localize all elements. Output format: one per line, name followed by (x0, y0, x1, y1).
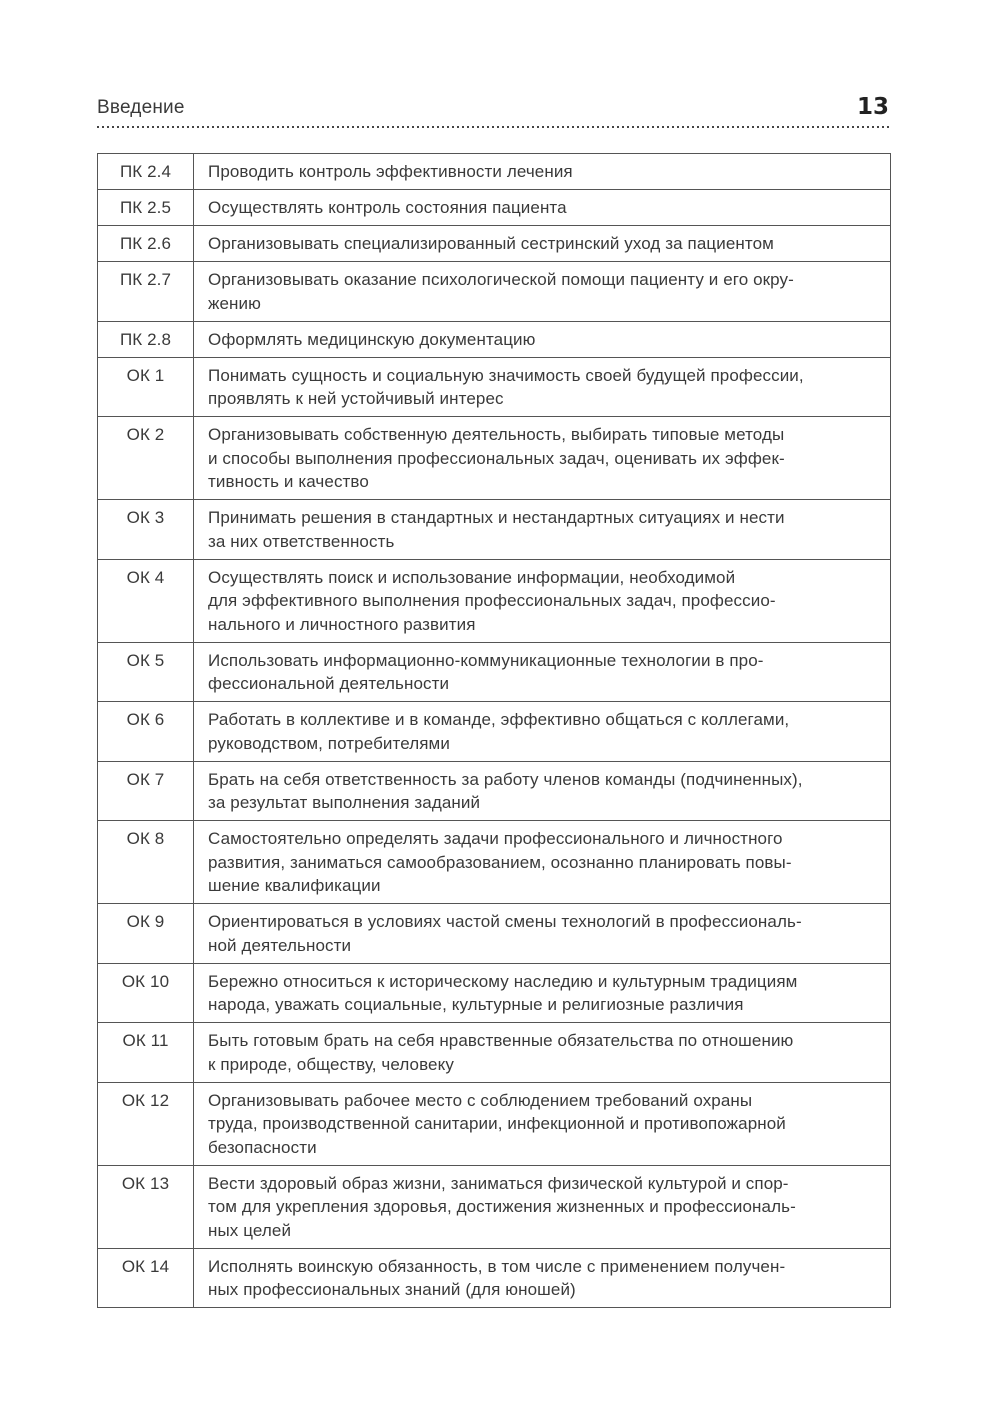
table-row (98, 190, 891, 226)
competency-description: Бережно относиться к историческому наследию и культурным традициям народа, уважать социальные, культурные и религиозные различия (194, 963, 891, 1023)
competency-description: Организовывать собственную деятельность, выбирать типовые методы и способы выполнения профессиональных задач, оценивать их эффек- тивность и качество (194, 417, 891, 500)
competency-code: ПК 2.6 (98, 226, 194, 262)
competency-code: ОК 5 (98, 642, 194, 702)
competency-code: ОК 9 (98, 904, 194, 964)
competency-code: ОК 1 (98, 357, 194, 417)
competency-code: ОК 8 (98, 821, 194, 904)
competency-table (97, 153, 891, 1308)
running-header-title: Введение (97, 97, 185, 118)
competency-code: ОК 7 (98, 761, 194, 821)
competency-table-body (98, 154, 891, 1308)
table-row (98, 702, 891, 762)
table-row (98, 1082, 891, 1165)
table-row (98, 1023, 891, 1083)
competency-description: Осуществлять поиск и использование информации, необходимой для эффективного выполнения профессиональных задач, профессио- нального и личностного развития (194, 559, 891, 642)
competency-description: Оформлять медицинскую документацию (194, 321, 891, 357)
competency-description: Исполнять воинскую обязанность, в том числе с применением получен- ных профессиональных знаний (для юношей) (194, 1248, 891, 1308)
competency-description: Понимать сущность и социальную значимость своей будущей профессии, проявлять к ней устойчивый интерес (194, 357, 891, 417)
competency-description: Самостоятельно определять задачи профессионального и личностного развития, заниматься самообразованием, осознанно планировать повы- шение квалификации (194, 821, 891, 904)
table-row (98, 1248, 891, 1308)
table-row (98, 904, 891, 964)
competency-description: Принимать решения в стандартных и нестандартных ситуациях и нести за них ответственность (194, 500, 891, 560)
competency-code: ОК 10 (98, 963, 194, 1023)
table-row (98, 761, 891, 821)
table-row (98, 226, 891, 262)
table-row (98, 417, 891, 500)
table-row (98, 963, 891, 1023)
competency-code: ОК 4 (98, 559, 194, 642)
table-row (98, 500, 891, 560)
competency-description: Осуществлять контроль состояния пациента (194, 190, 891, 226)
competency-description: Брать на себя ответственность за работу членов команды (подчиненных), за результат выполнения заданий (194, 761, 891, 821)
competency-code: ОК 6 (98, 702, 194, 762)
table-row (98, 357, 891, 417)
competency-description: Быть готовым брать на себя нравственные обязательства по отношению к природе, обществу, человеку (194, 1023, 891, 1083)
competency-code: ОК 12 (98, 1082, 194, 1165)
competency-code: ОК 13 (98, 1165, 194, 1248)
header-dotted-rule (97, 126, 889, 128)
running-header (97, 94, 889, 124)
competency-description: Использовать информационно-коммуникационные технологии в про- фессиональной деятельности (194, 642, 891, 702)
table-row (98, 642, 891, 702)
competency-description: Вести здоровый образ жизни, заниматься физической культурой и спор- том для укрепления здоровья, достижения жизненных и профессиональ- ных целей (194, 1165, 891, 1248)
table-row (98, 321, 891, 357)
competency-description: Проводить контроль эффективности лечения (194, 154, 891, 190)
competency-description: Организовывать рабочее место с соблюдением требований охраны труда, производственной санитарии, инфекционной и противопожарной безопасности (194, 1082, 891, 1165)
competency-code: ОК 11 (98, 1023, 194, 1083)
competency-code: ОК 14 (98, 1248, 194, 1308)
table-row (98, 262, 891, 322)
table-row (98, 559, 891, 642)
table-row (98, 821, 891, 904)
competency-description: Организовывать оказание психологической помощи пациенту и его окру- жению (194, 262, 891, 322)
table-row (98, 1165, 891, 1248)
competency-code: ОК 2 (98, 417, 194, 500)
competency-description: Ориентироваться в условиях частой смены технологий в профессиональ- ной деятельности (194, 904, 891, 964)
competency-description: Организовывать специализированный сестринский уход за пациентом (194, 226, 891, 262)
competency-description: Работать в коллективе и в команде, эффективно общаться с коллегами, руководством, потребителями (194, 702, 891, 762)
competency-code: ОК 3 (98, 500, 194, 560)
competency-code: ПК 2.8 (98, 321, 194, 357)
page-number: 13 (856, 94, 889, 120)
competency-code: ПК 2.5 (98, 190, 194, 226)
table-row (98, 154, 891, 190)
competency-code: ПК 2.7 (98, 262, 194, 322)
competency-code: ПК 2.4 (98, 154, 194, 190)
